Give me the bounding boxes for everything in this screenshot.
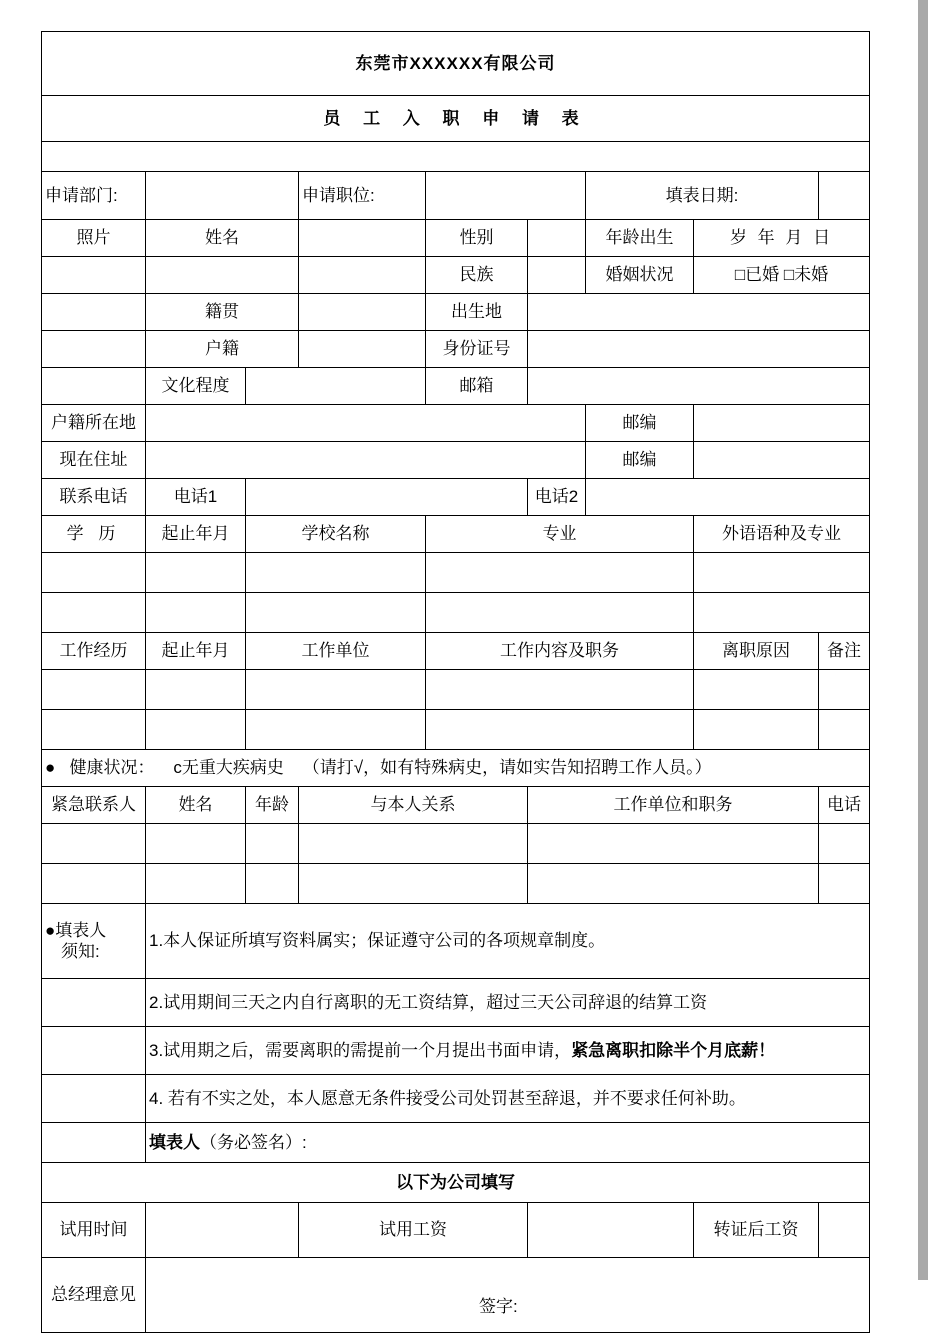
- photo-label: 照片: [42, 220, 146, 257]
- health-status-cell: [42, 750, 870, 787]
- company-section-title-row: [42, 1163, 870, 1203]
- phone1-input[interactable]: [246, 479, 528, 516]
- postcode-label-1: 邮编: [586, 405, 694, 442]
- work-row: [42, 710, 870, 750]
- work-header-period: 起止年月: [146, 633, 246, 670]
- probation-salary-label: 试用工资: [299, 1203, 528, 1258]
- bullet-icon: ●: [45, 758, 56, 778]
- emergency-cell-relation[interactable]: [299, 824, 528, 864]
- education-header-major: 专业: [426, 516, 694, 553]
- basic-row-5: [42, 368, 870, 405]
- emergency-header-age: 年龄: [246, 787, 299, 824]
- emergency-cell-title[interactable]: [42, 864, 146, 904]
- gm-opinion-cell[interactable]: [146, 1258, 870, 1333]
- phone2-input[interactable]: [586, 479, 870, 516]
- page-title: 员 工 入 职 申 请 表: [42, 96, 870, 142]
- photo-area-2: [42, 294, 146, 331]
- education-row: [42, 553, 870, 593]
- emergency-cell-age[interactable]: [246, 864, 299, 904]
- education-level-input[interactable]: [246, 368, 426, 405]
- gm-signature-label: 签字:: [479, 1297, 518, 1317]
- age-birth-units: 岁 年 月 日: [694, 220, 870, 257]
- work-cell-period[interactable]: [146, 670, 246, 710]
- education-header-row: [42, 516, 870, 553]
- probation-row: [42, 1203, 870, 1258]
- emergency-row: [42, 824, 870, 864]
- emergency-cell-title[interactable]: [42, 824, 146, 864]
- vertical-scrollbar[interactable]: [918, 0, 928, 1280]
- work-cell-remark[interactable]: [819, 710, 870, 750]
- household-label: 户籍: [146, 331, 299, 368]
- education-cell-language[interactable]: [694, 593, 870, 633]
- email-input[interactable]: [528, 368, 870, 405]
- gender-label: 性别: [426, 220, 528, 257]
- phone2-label: 电话2: [528, 479, 586, 516]
- emergency-cell-employer[interactable]: [528, 824, 819, 864]
- photo-area[interactable]: [42, 257, 146, 294]
- probation-time-label: 试用时间: [42, 1203, 146, 1258]
- work-row: [42, 670, 870, 710]
- birth-place-input[interactable]: [528, 294, 870, 331]
- education-cell-period[interactable]: [146, 553, 246, 593]
- native-place-label: 籍贯: [146, 294, 299, 331]
- work-cell-company[interactable]: [246, 670, 426, 710]
- emergency-header-row: [42, 787, 870, 824]
- name-extra-cell-2[interactable]: [299, 257, 426, 294]
- basic-row-1: [42, 220, 870, 257]
- notice-row-2: [42, 979, 870, 1027]
- postcode-input-2[interactable]: [694, 442, 870, 479]
- photo-area-4: [42, 368, 146, 405]
- notice-label-empty-3: [42, 1075, 146, 1123]
- basic-row-2: [42, 257, 870, 294]
- fill-date-label: 填表日期:: [586, 172, 819, 220]
- health-status-option[interactable]: c无重大疾病史: [173, 758, 284, 778]
- household-address-input[interactable]: [146, 405, 586, 442]
- contact-phone-label: 联系电话: [42, 479, 146, 516]
- work-cell-duties[interactable]: [426, 710, 694, 750]
- photo-area-3: [42, 331, 146, 368]
- work-cell-title[interactable]: [42, 670, 146, 710]
- contact-phone-row: [42, 479, 870, 516]
- age-birth-label: 年龄出生: [586, 220, 694, 257]
- signer-cell[interactable]: [146, 1123, 870, 1163]
- notice-item-3-emphasis: 紧急离职扣除半个月底薪！: [571, 1040, 776, 1060]
- work-cell-reason[interactable]: [694, 670, 819, 710]
- marital-status-label: 婚姻状况: [586, 257, 694, 294]
- emergency-cell-name[interactable]: [146, 864, 246, 904]
- work-cell-reason[interactable]: [694, 710, 819, 750]
- postcode-label-2: 邮编: [586, 442, 694, 479]
- notice-item-3: [146, 1027, 870, 1075]
- education-row: [42, 593, 870, 633]
- signer-label-empty: [42, 1123, 146, 1163]
- health-status-label: 健康状况：: [69, 758, 155, 778]
- apply-position-input[interactable]: [426, 172, 586, 220]
- name-label: 姓名: [146, 220, 299, 257]
- notice-item-3-text: 3.试用期之后，需要离职的需提前一个月提出书面申请，: [149, 1040, 572, 1060]
- emergency-cell-name[interactable]: [146, 824, 246, 864]
- company-section-title: 以下为公司填写: [42, 1163, 870, 1203]
- education-cell-language[interactable]: [694, 553, 870, 593]
- emergency-header-employer: 工作单位和职务: [528, 787, 819, 824]
- education-cell-period[interactable]: [146, 593, 246, 633]
- household-address-label: 户籍所在地: [42, 405, 146, 442]
- name-extra-cell[interactable]: [146, 257, 299, 294]
- ethnicity-label: 民族: [426, 257, 528, 294]
- work-cell-remark[interactable]: [819, 670, 870, 710]
- education-cell-major[interactable]: [426, 593, 694, 633]
- postcode-input-1[interactable]: [694, 405, 870, 442]
- notice-item-2: 2.试用期间三天之内自行离职的无工资结算，超过三天公司辞退的结算工资: [146, 979, 870, 1027]
- work-header-row: [42, 633, 870, 670]
- post-confirm-salary-label: 转证后工资: [694, 1203, 819, 1258]
- current-address-row: [42, 442, 870, 479]
- id-number-input[interactable]: [528, 331, 870, 368]
- phone1-label: 电话1: [146, 479, 246, 516]
- work-header-title: 工作经历: [42, 633, 146, 670]
- gm-opinion-label: 总经理意见: [42, 1258, 146, 1333]
- work-header-reason: 离职原因: [694, 633, 819, 670]
- apply-department-input[interactable]: [146, 172, 299, 220]
- marital-status-options[interactable]: □已婚 □未婚: [694, 257, 870, 294]
- notice-item-1: 1.本人保证所填写资料属实；保证遵守公司的各项规章制度。: [146, 904, 870, 979]
- gender-input[interactable]: [528, 220, 586, 257]
- notice-label-line2: 须知:: [61, 942, 100, 961]
- spacer-cell: [42, 142, 870, 172]
- emergency-cell-age[interactable]: [246, 824, 299, 864]
- spacer-row: [42, 142, 870, 172]
- emergency-cell-phone[interactable]: [819, 864, 870, 904]
- notice-row-3: [42, 1027, 870, 1075]
- fill-date-input[interactable]: [819, 172, 870, 220]
- emergency-cell-phone[interactable]: [819, 824, 870, 864]
- company-title-row: [42, 32, 870, 96]
- email-label: 邮箱: [426, 368, 528, 405]
- notice-row-1: [42, 904, 870, 979]
- company-name: 东莞市XXXXXX有限公司: [42, 32, 870, 96]
- work-header-company: 工作单位: [246, 633, 426, 670]
- form-title-row: [42, 96, 870, 142]
- gm-opinion-row: [42, 1258, 870, 1333]
- ethnicity-input[interactable]: [528, 257, 586, 294]
- education-header-school: 学校名称: [246, 516, 426, 553]
- education-cell-major[interactable]: [426, 553, 694, 593]
- basic-row-3: [42, 294, 870, 331]
- probation-salary-input[interactable]: [528, 1203, 694, 1258]
- health-status-note: （请打√，如有特殊病史，请如实告知招聘工作人员。）: [302, 758, 712, 778]
- name-input[interactable]: [299, 220, 426, 257]
- basic-row-4: [42, 331, 870, 368]
- emergency-header-phone: 电话: [819, 787, 870, 824]
- notice-label-empty-1: [42, 979, 146, 1027]
- id-number-label: 身份证号: [426, 331, 528, 368]
- emergency-cell-employer[interactable]: [528, 864, 819, 904]
- notice-label-empty-2: [42, 1027, 146, 1075]
- work-header-remark: 备注: [819, 633, 870, 670]
- application-info-row: [42, 172, 870, 220]
- education-header-period: 起止年月: [146, 516, 246, 553]
- current-address-input[interactable]: [146, 442, 586, 479]
- education-header-language: 外语语种及专业: [694, 516, 870, 553]
- household-input[interactable]: [299, 331, 426, 368]
- work-header-duties: 工作内容及职务: [426, 633, 694, 670]
- signer-note: （务必签名）:: [200, 1132, 307, 1152]
- work-cell-company[interactable]: [246, 710, 426, 750]
- notice-label-line1: ●填表人: [45, 920, 107, 940]
- emergency-cell-relation[interactable]: [299, 864, 528, 904]
- post-confirm-salary-input[interactable]: [819, 1203, 870, 1258]
- household-address-row: [42, 405, 870, 442]
- health-status-row: [42, 750, 870, 787]
- native-place-input[interactable]: [299, 294, 426, 331]
- emergency-header-name: 姓名: [146, 787, 246, 824]
- education-cell-school[interactable]: [246, 593, 426, 633]
- education-cell-school[interactable]: [246, 553, 426, 593]
- probation-time-input[interactable]: [146, 1203, 299, 1258]
- signer-label: 填表人: [149, 1132, 200, 1152]
- emergency-row: [42, 864, 870, 904]
- employee-application-form: [41, 31, 870, 1333]
- work-cell-duties[interactable]: [426, 670, 694, 710]
- notice-row-4: [42, 1075, 870, 1123]
- current-address-label: 现在住址: [42, 442, 146, 479]
- work-cell-period[interactable]: [146, 710, 246, 750]
- education-cell-degree[interactable]: [42, 593, 146, 633]
- education-header-degree: 学 历: [42, 516, 146, 553]
- notice-item-4: 4. 若有不实之处，本人愿意无条件接受公司处罚甚至辞退，并不要求任何补助。: [146, 1075, 870, 1123]
- education-level-label: 文化程度: [146, 368, 246, 405]
- apply-position-label: 申请职位:: [299, 172, 426, 220]
- notice-label: [42, 904, 146, 979]
- signer-row: [42, 1123, 870, 1163]
- emergency-header-title: 紧急联系人: [42, 787, 146, 824]
- education-cell-degree[interactable]: [42, 553, 146, 593]
- emergency-header-relation: 与本人关系: [299, 787, 528, 824]
- work-cell-title[interactable]: [42, 710, 146, 750]
- apply-department-label: 申请部门:: [42, 172, 146, 220]
- birth-place-label: 出生地: [426, 294, 528, 331]
